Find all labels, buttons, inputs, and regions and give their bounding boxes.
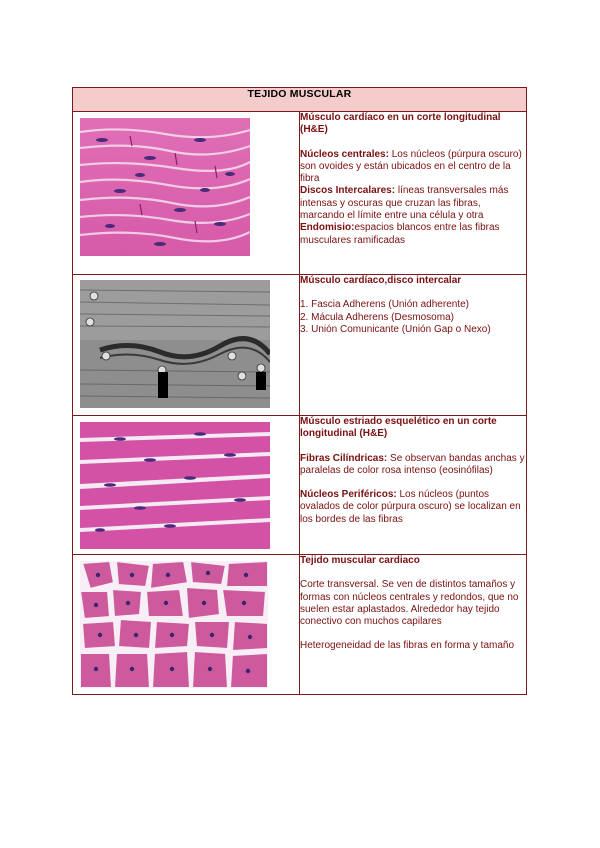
item-text: Los núcleos (púrpura oscuro) son ovoides y están ubicados en el centro de la fibra xyxy=(300,148,522,185)
item-text: Se observan bandas anchas y paralelas de color rosa intenso (eosinófilas) xyxy=(300,452,525,476)
intercalated-disc-micrograph xyxy=(80,280,270,408)
row-title: Músculo estriado esquelético en un corte longitudinal (H&E) xyxy=(300,416,497,440)
cardiac-longitudinal-micrograph xyxy=(80,118,250,256)
item-text: Los núcleos (puntos ovalados de color púrpura oscuro) se localizan en los bordes de las fibras xyxy=(300,489,521,525)
list-item: 1. Fascia Adherens (Unión adherente) xyxy=(300,299,469,311)
skeletal-muscle-micrograph xyxy=(80,422,270,549)
row-title: Músculo cardíaco en un corte longitudinal (H&E) xyxy=(300,112,501,136)
paragraph: Heterogeneidad de las fibras en forma y tamaño xyxy=(300,640,515,652)
table-row xyxy=(73,416,527,555)
description-cell xyxy=(300,275,527,416)
item-label: Fibras Cilíndricas: xyxy=(300,452,388,464)
description-cell xyxy=(300,555,527,695)
item-label: Núcleos centrales: xyxy=(300,148,389,160)
row-title: Músculo cardíaco,disco intercalar xyxy=(300,275,462,286)
table-row xyxy=(73,275,527,416)
item-label: Discos Intercalares: xyxy=(300,185,396,197)
image-cell xyxy=(73,275,300,416)
list-item: 2. Mácula Adherens (Desmosoma) xyxy=(300,311,454,323)
description-cell xyxy=(300,112,527,275)
image-cell xyxy=(73,416,300,555)
table-row xyxy=(73,112,527,275)
item-label: Núcleos Periféricos: xyxy=(300,489,397,501)
image-cell xyxy=(73,112,300,275)
image-cell xyxy=(73,555,300,695)
item-text: líneas transversales más intensas y oscuras que cruzan las fibras, marcando el límite entre una célula y otra xyxy=(300,185,509,222)
cardiac-transverse-micrograph xyxy=(80,561,268,688)
table-header: TEJIDO MUSCULAR xyxy=(73,88,527,112)
row-title: Tejido muscular cardiaco xyxy=(300,555,420,566)
list-item: 3. Unión Comunicante (Unión Gap o Nexo) xyxy=(300,323,491,335)
muscle-tissue-table xyxy=(72,87,527,695)
item-label: Endomisio: xyxy=(300,222,355,234)
item-text: espacios blancos entre las fibras musculares ramificadas xyxy=(300,222,500,246)
paragraph: Corte transversal. Se ven de distintos tamaños y formas con núcleos centrales y redondos, que no suelen estar aplastados. Alrededor hay tejido conectivo con muchos capilares xyxy=(300,579,519,628)
table-row xyxy=(73,555,527,695)
description-cell xyxy=(300,416,527,555)
